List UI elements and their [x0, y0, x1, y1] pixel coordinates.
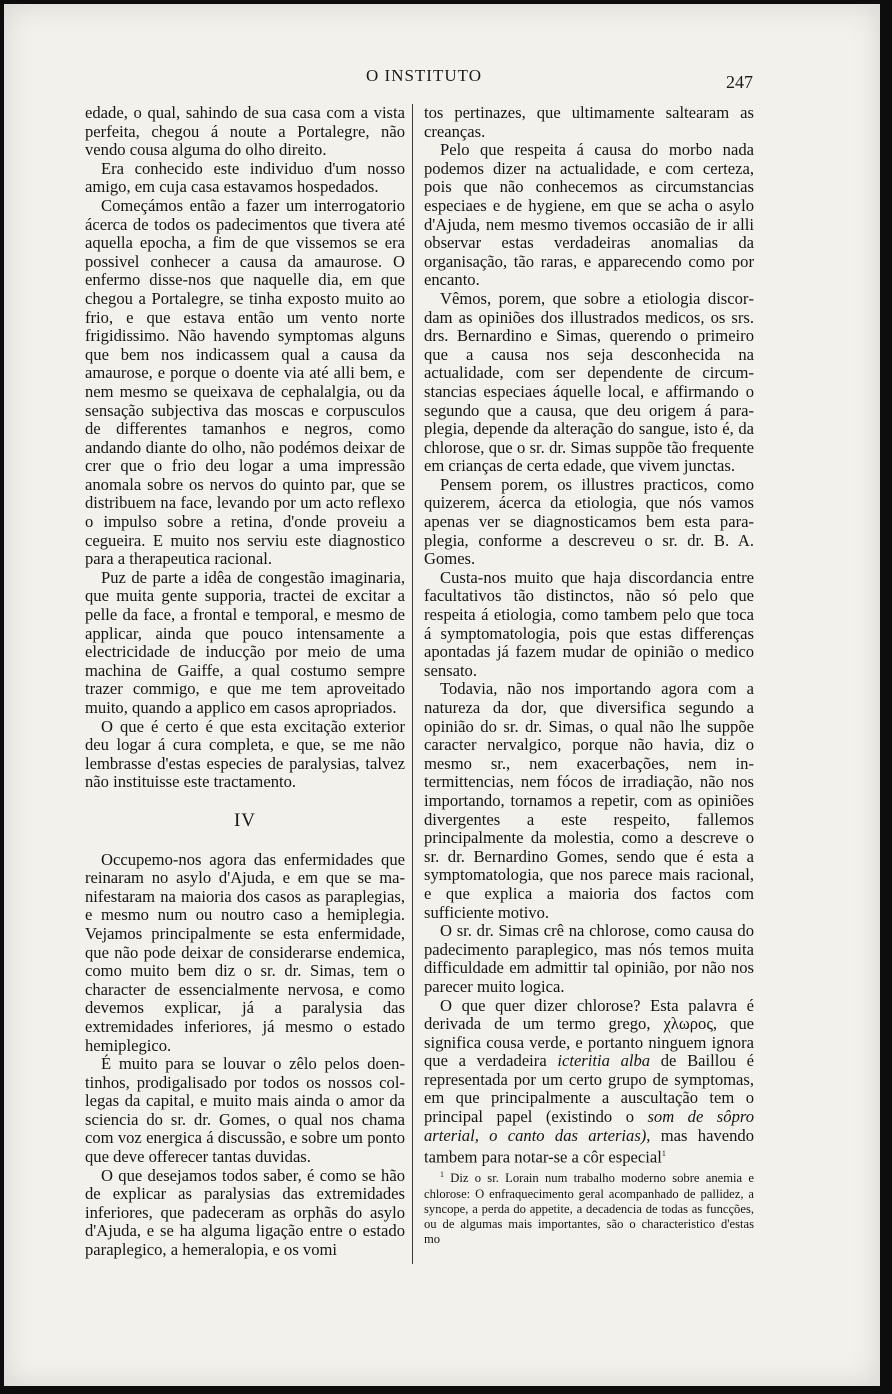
- footnote-text: Diz o sr. Lorain num trabalho moderno sobre anemia e chlorose: O enfraquecimento geral acompanhado de pallidez, a syncope, a perda do appetite, a decadencia de todas as funcções, ou de algumas mais importantes, são o characteristico d'estas mo: [424, 1171, 754, 1246]
- paragraph: Pensem porem, os illustres practicos, como quizerem, ácerca da etiologia, que nós vamos apenas ver se diagnosticamos bem esta paraplegia, conforme a descreveu o sr. dr. B. A. Gomes.: [424, 474, 754, 569]
- paragraph: O sr. dr. Simas crê na chlorose, como causa do padecimento paraplegico, mas nós temos muita difficuldade em admittir tal opinião, por não nos parecer muito logica.: [424, 921, 754, 996]
- left-column: [85, 104, 405, 1260]
- italic-term: icteritia alba: [557, 1051, 651, 1071]
- paragraph: Todavia, não nos importando agora com a natureza da dor, que diversifica segundo a opinião do sr. dr. Simas, o qual não lhe suppõe caracter nervalgico, porque não havia, diz o mesmo sr., nem exacerbações, nem intermittencias, nem fócos de irradiação, não nos importando, tornamos a repetir, com as opiniões divergentes a este respeito, fallemos principalmente da molestia, como a descreve o sr. dr. Bernardino Gomes, sendo que é esta a symptomatologia, que nos parece mais racional, e que explica a maioria dos factos com sufficiente motivo.: [424, 679, 754, 922]
- text-run: mas havendo tambem para notar-se a côr especial: [424, 1125, 754, 1167]
- footnote: [424, 1167, 754, 1246]
- paragraph: edade, o qual, sahindo de sua casa com a vista perfeita, chegou á noute a Portalegre, não vendo cousa alguma do olho direito.: [85, 103, 405, 160]
- paragraph: Pelo que respeita á causa do morbo nada podemos dizer na actualidade, e com certeza, pois que não conhecemos as circumstancias especiaes e de hygiene, em que se acha o asylo d'Ajuda, nem mesmo tivemos occasião de ir alli observar estas verdadeiras anomalias da organisação, tão raras, e apparecendo como por encanto.: [424, 140, 754, 290]
- greek-word: χλωρος: [663, 1014, 713, 1034]
- running-header-title: O INSTITUTO: [366, 66, 482, 85]
- paragraph: Custa-nos muito que haja discordancia entre facultativos tão distinctos, não só pelo que respeita á etiologia, como tambem pelo que toca á symptomatologia, pois que estas differenças apontadas já fazem mudar de opinião o medico sensato.: [424, 567, 754, 680]
- paragraph: É muito para se louvar o zêlo pelos doentinhos, prodigalisado por todos os nossos collegas da capital, e muito mais ainda o amor da sciencia do sr. dr. Gomes, o qual nos chama com voz energica á discussão, e sobre um ponto que deve offerecer tantas duvidas.: [85, 1054, 405, 1167]
- section-heading: IV: [233, 809, 257, 831]
- right-column: [424, 104, 754, 1247]
- paragraph: Era conhecido este individuo d'um nosso amigo, em cuja casa estavamos hospedados.: [85, 158, 405, 197]
- text-run: de Baillou é representada por um certo grupo de symptomas, em que principalmente a auscultação tem o principal papel (existindo o: [424, 1051, 754, 1127]
- text-run: , que significa cousa verde, e portanto ninguem ignora que a verdadeira: [424, 1014, 754, 1071]
- paragraph: Puz de parte a idêa de congestão imaginaria, que muita gente supporia, tractei de excitar a pelle da face, a frontal e temporal, e mesmo de applicar, ainda que pouco intensamente a electricidade de inducção por meio de uma machina de Gaiffe, a qual costumo sempre trazer commigo, e que me tem aproveitado muito, quando a applico em casos apropriados.: [85, 567, 405, 717]
- column-divider: [412, 104, 413, 1264]
- paragraph-chlorose: [424, 997, 754, 1168]
- page-sheet: [4, 4, 880, 1386]
- paragraph: tos pertinazes, que ultimamente saltearam as creanças.: [424, 103, 754, 141]
- paragraph: O que é certo é que esta excitação exterior deu logar á cura completa, e que, se me não lembrasse d'estas especies de paralysias, talvez não instituisse este tractamento.: [85, 716, 405, 792]
- text-run: O que quer dizer chlorose? Esta palavra é derivada de um termo grego,: [424, 995, 754, 1034]
- italic-term: som de sôpro arterial, o canto das arterias),: [424, 1107, 755, 1145]
- paragraph: Começámos então a fazer um interrogatorio ácerca de todos os padecimentos que tivera até aquella epocha, a fim de que vissemos se era possivel conhecer a causa da amaurose. O enfermo disse-nos que naquelle dia, em que chegou a Portalegre, se tinha exposto muito ao frio, e que estava então um vento norte frigidissimo. Não havendo symptomas alguns que bem nos indicassem qual a causa da amaurose, e porque o doente via até alli bem, e nem mesmo se queixava de cephalalgia, ou da sensação subjectiva das moscas e corpusculos de differentes tamanhos e negros, como andando diante do olho, não podémos deixar de crer que o frio deu logar a uma impressão anomala sobre os nervos do quinto par, que se distribuem na face, levando por um acto reflexo o impulso sobre a retina, d'onde proveiu a cegueira. E muito nos serviu este diagnostico para a therapeutica racional.: [85, 195, 405, 569]
- footnote-mark: 1: [440, 1170, 444, 1180]
- footnote-reference: 1: [661, 1149, 666, 1159]
- paragraph: Occupemo-nos agora das enfermidades que reinaram no asylo d'Ajuda, e em que se manifestaram na maioria dos casos as paraplegias, e mesmo num ou noutro caso a hemiplegia. Vejamos principalmente se esta enfermidade, que não pode deixar de considerarse endemica, como muito bem diz o sr. dr. Simas, tem o character de essencialmente nervosa, e como devemos explicar, já a paralysia das extremidades inferiores, já mesmo o estado hemiplegico.: [85, 849, 405, 1055]
- paragraph: Vêmos, porem, que sobre a etiologia discordam as opiniões dos illustrados medicos, os srs. drs. Bernardino e Simas, querendo o primeiro que a causa nos seja desconhecida na actualidade, com ser dependente de circumstancias especiaes áquelle local, e affirmando o segundo que a causa, que deu origem á paraplegia, depende da alteração do sangue, isto é, da chlorose, que o sr. dr. Simas suppõe tão frequente em crianças de certa edade, que vivem junctas.: [424, 288, 754, 476]
- page-number: 247: [726, 72, 753, 92]
- paragraph: O que desejamos todos saber, é como se hão de explicar as paralysias das extremidades inferiores, que padeceram as orphãs do asylo d'Ajuda, e se ha alguma ligação entre o estado paraplegico, a hemeralopia, e os vomi: [85, 1165, 405, 1260]
